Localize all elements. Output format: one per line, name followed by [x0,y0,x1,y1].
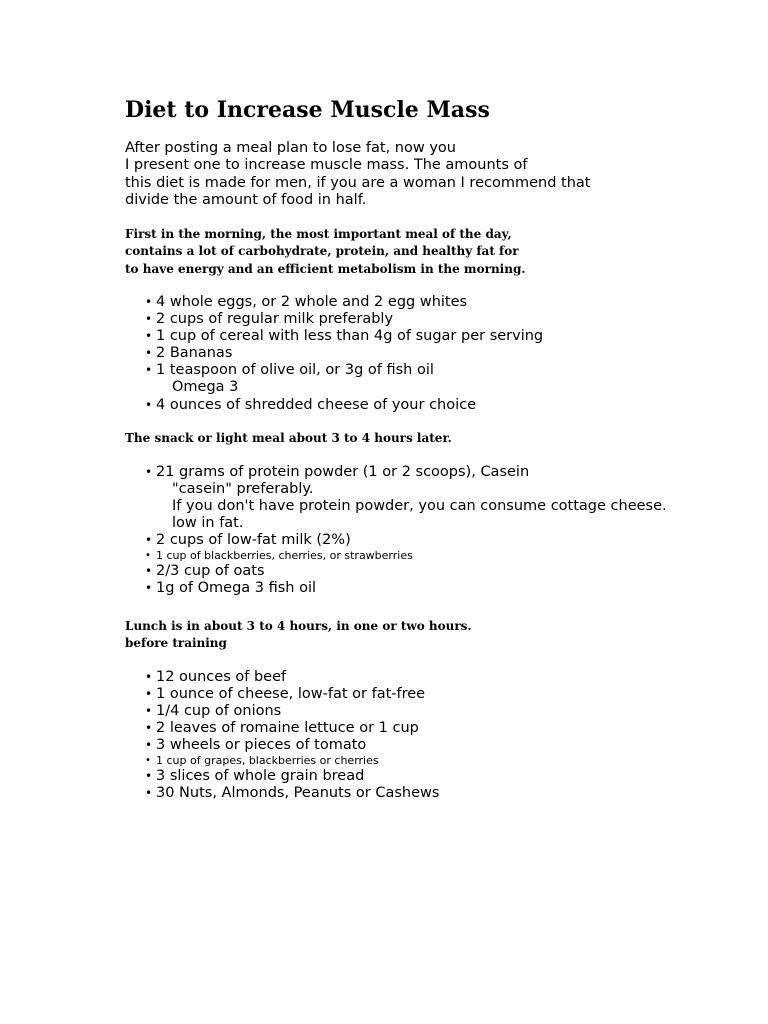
list-item [145,737,439,754]
breakfast-heading-line: contains a lot of carbohydrate, protein, and healthy fat for [125,244,519,259]
list-item [145,311,543,328]
list-item [145,328,543,345]
list-item-text: 1 ounce of cheese, low-fat or fat-free [156,686,426,703]
list-item-text: 1 cup of grapes, blackberries or cherries [156,754,379,768]
list-item [145,754,439,768]
list-item-text: 1 cup of blackberries, cherries, or strawberries [156,549,413,563]
list-item-text: • 1 teaspoon of olive oil, or 3g of fish oil [156,362,434,379]
list-item-text: 1 cup of cereal with less than 4g of sugar per serving [156,328,544,345]
list-item-text: 2 Bananas [156,345,233,362]
page-title: Diet to Increase Muscle Mass [125,97,490,123]
list-item [145,532,667,549]
snack-list [145,464,667,597]
list-item-text: 1/4 cup of onions [156,703,282,720]
list-item-text: 2 cups of low-fat milk (2%) [156,532,351,549]
list-item [145,720,439,737]
lunch-list [145,669,439,802]
list-item [145,397,543,414]
list-item-text: 12 ounces of beef [156,669,287,685]
list-item-text: 2 leaves of romaine lettuce or 1 cup [156,720,419,737]
list-item-text: 2 cups of regular milk preferably [156,311,394,328]
list-item-continuation [156,481,667,532]
list-item [145,686,439,703]
lunch-heading [125,618,472,653]
snack-heading-line: The snack or light meal about 3 to 4 hours later. [125,431,452,445]
list-item-text: • 21 grams of protein powder (1 or 2 scoops), Casein [156,464,530,480]
list-item [145,580,667,597]
list-item-continuation [156,379,543,396]
breakfast-heading [125,226,526,278]
list-item [145,362,543,396]
list-item-text: 4 ounces of shredded cheese of your choice [156,396,477,413]
list-item-text: 2/3 cup of oats [156,562,265,579]
lunch-heading-line: before training [125,636,227,651]
snack-heading [125,430,452,447]
intro-line: I present one to increase muscle mass. The amounts of [125,157,528,174]
list-item [145,345,543,362]
list-item [145,785,439,802]
list-item [145,669,439,686]
list-item [145,563,667,580]
breakfast-heading-line: First in the morning, the most important meal of the day, [125,227,512,241]
list-item [145,294,543,311]
list-item-text: 3 wheels or pieces of tomato [156,737,367,754]
continuation-line: low in fat. [172,515,244,532]
intro-paragraph [125,140,590,209]
list-item-text: 4 whole eggs, or 2 whole and 2 egg whites [156,294,468,310]
continuation-line: "casein" preferably. [172,481,314,498]
intro-line: divide the amount of food in half. [125,191,367,208]
continuation-line: If you don't have protein powder, you can consume cottage cheese. [172,498,667,515]
list-item-text: 3 slices of whole grain bread [156,767,365,784]
intro-line: this diet is made for men, if you are a woman I recommend that [125,174,591,191]
list-item [145,549,667,563]
lunch-heading-line: Lunch is in about 3 to 4 hours, in one or two hours. [125,619,472,633]
continuation-line: Omega 3 [172,379,239,396]
list-item [145,464,667,532]
list-item-text: 1g of Omega 3 fish oil [156,580,317,597]
breakfast-list [145,294,543,414]
list-item-text: 30 Nuts, Almonds, Peanuts or Cashews [156,785,440,802]
list-item [145,703,439,720]
list-item [145,768,439,785]
intro-line: After posting a meal plan to lose fat, now you [125,140,456,156]
breakfast-heading-line: to have energy and an efficient metabolism in the morning. [125,261,526,276]
